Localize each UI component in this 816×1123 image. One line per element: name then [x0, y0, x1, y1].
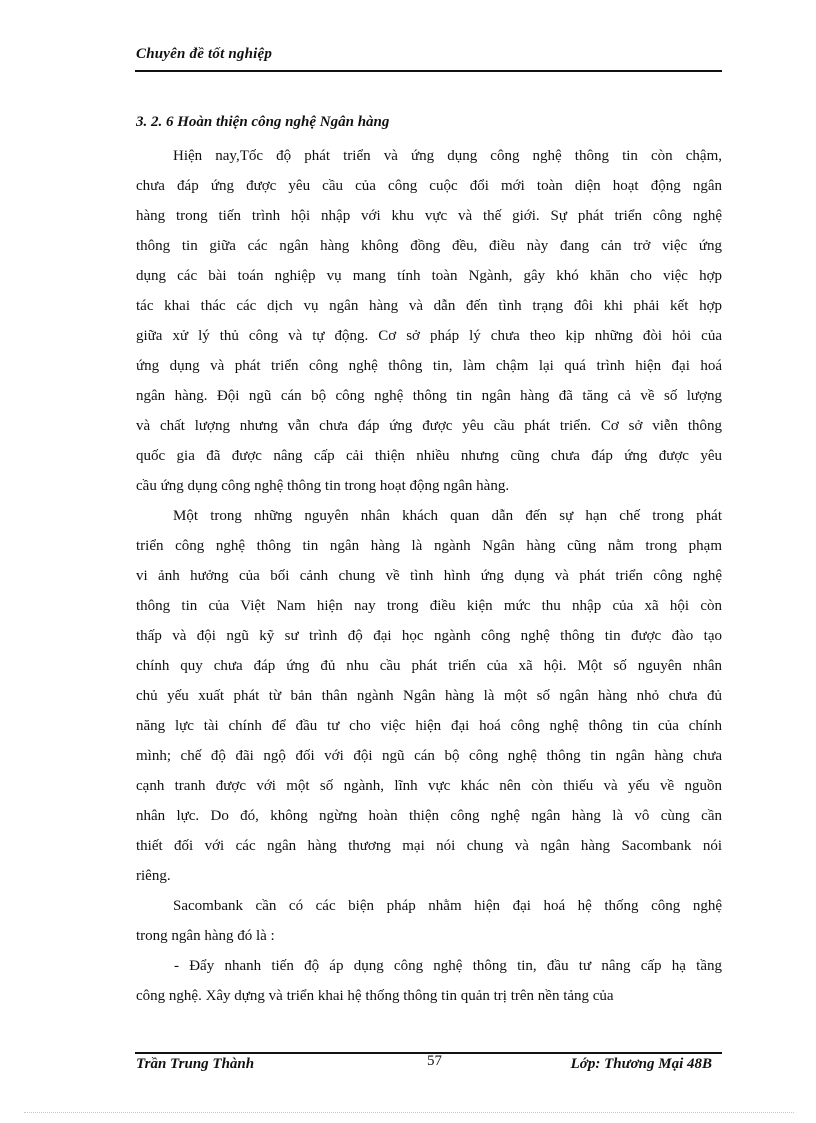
text-line: hàng trong tiến trình hội nhập với khu vực và thế giới. Sự phát triển công nghệ	[136, 208, 722, 224]
text-line: năng lực tài chính để đầu tư cho việc hiện đại hoá công nghệ thông tin của chính	[136, 718, 722, 734]
footer-class-label: Lớp: Thương Mại 48B	[570, 1056, 712, 1072]
text-line: quốc gia đã được nâng cấp cải thiện nhiều nhưng cũng chưa đáp ứng được yêu	[136, 448, 722, 464]
text-line: nhân lực. Do đó, không ngừng hoàn thiện công nghệ ngân hàng là vô cùng cần	[136, 808, 722, 824]
text-line: chưa đáp ứng được yêu cầu của công cuộc đổi mới toàn diện hoạt động ngân	[136, 178, 722, 194]
text-line: Sacombank cần có các biện pháp nhằm hiện đại hoá hệ thống công nghệ	[173, 898, 722, 914]
text-line: chính quy chưa đáp ứng đủ nhu cầu phát triển của xã hội. Một số nguyên nhân	[136, 658, 722, 674]
text-line: thông tin của Việt Nam hiện nay trong điều kiện mức thu nhập của xã hội còn	[136, 598, 722, 614]
page-edge	[24, 1112, 794, 1113]
text-line: Một trong những nguyên nhân khách quan dẫn đến sự hạn chế trong phát	[173, 508, 722, 524]
text-line: riêng.	[136, 868, 171, 884]
paragraph-1	[136, 141, 722, 501]
header-divider	[135, 70, 722, 72]
section-heading: 3. 2. 6 Hoàn thiện công nghệ Ngân hàng	[136, 114, 390, 130]
page-number: 57	[427, 1053, 442, 1069]
text-line: dụng các bài toán nghiệp vụ mang tính toàn Ngành, gây khó khăn cho việc hợp	[136, 268, 722, 284]
text-line: vi ảnh hưởng của bối cảnh chung về tình hình ứng dụng và phát triển công nghệ	[136, 568, 722, 584]
text-line: thiết đối với các ngân hàng thương mại nói chung và ngân hàng Sacombank nói	[136, 838, 722, 854]
text-line: ngân hàng. Đội ngũ cán bộ công nghệ thông tin ngân hàng đã tăng cả về số lượng	[136, 388, 722, 404]
header-title: Chuyên đề tốt nghiệp	[136, 46, 273, 62]
paragraph-4	[136, 951, 722, 1011]
paragraph-3	[136, 891, 722, 951]
text-line: triển công nghệ thông tin ngân hàng là ngành Ngân hàng cũng nằm trong phạm	[136, 538, 722, 554]
text-line: thông tin giữa các ngân hàng không đồng đều, điều này đang cản trở việc ứng	[136, 238, 722, 254]
text-line: mình; chế độ đãi ngộ đối với đội ngũ cán bộ công nghệ thông tin ngân hàng chưa	[136, 748, 722, 764]
body-text	[136, 141, 722, 1011]
text-line: thấp và đội ngũ kỹ sư trình độ đại học ngành công nghệ thông tin được đào tạo	[136, 628, 722, 644]
text-line: Hiện nay,Tốc độ phát triển và ứng dụng công nghệ thông tin còn chậm,	[173, 148, 722, 164]
text-line: giữa xử lý thủ công và tự động. Cơ sở pháp lý chưa theo kịp những đòi hỏi của	[136, 328, 722, 344]
text-line: cầu ứng dụng công nghệ thông tin trong hoạt động ngân hàng.	[136, 478, 510, 494]
text-line: ứng dụng và phát triển công nghệ thông tin, làm chậm lại quá trình hiện đại hoá	[136, 358, 722, 374]
text-line: chủ yếu xuất phát từ bản thân ngành Ngân hàng là một số ngân hàng nhỏ chưa đủ	[136, 688, 722, 704]
text-line: cạnh tranh được với một số ngành, lĩnh vực khác nên còn thiếu và yếu về nguồn	[136, 778, 722, 794]
paragraph-2	[136, 501, 722, 891]
footer-author: Trần Trung Thành	[136, 1056, 255, 1072]
text-line: tác khai thác các dịch vụ ngân hàng và dẫn đến tình trạng đôi khi phải kết hợp	[136, 298, 722, 314]
text-line: công nghệ. Xây dựng và triển khai hệ thống thông tin quản trị trên nền tảng của	[136, 988, 614, 1004]
text-line: - Đẩy nhanh tiến độ áp dụng công nghệ thông tin, đầu tư nâng cấp hạ tầng	[174, 958, 722, 974]
text-line: và chất lượng nhưng vẫn chưa đáp ứng được yêu cầu phát triển. Cơ sở viễn thông	[136, 418, 722, 434]
text-line: trong ngân hàng đó là :	[136, 928, 275, 944]
